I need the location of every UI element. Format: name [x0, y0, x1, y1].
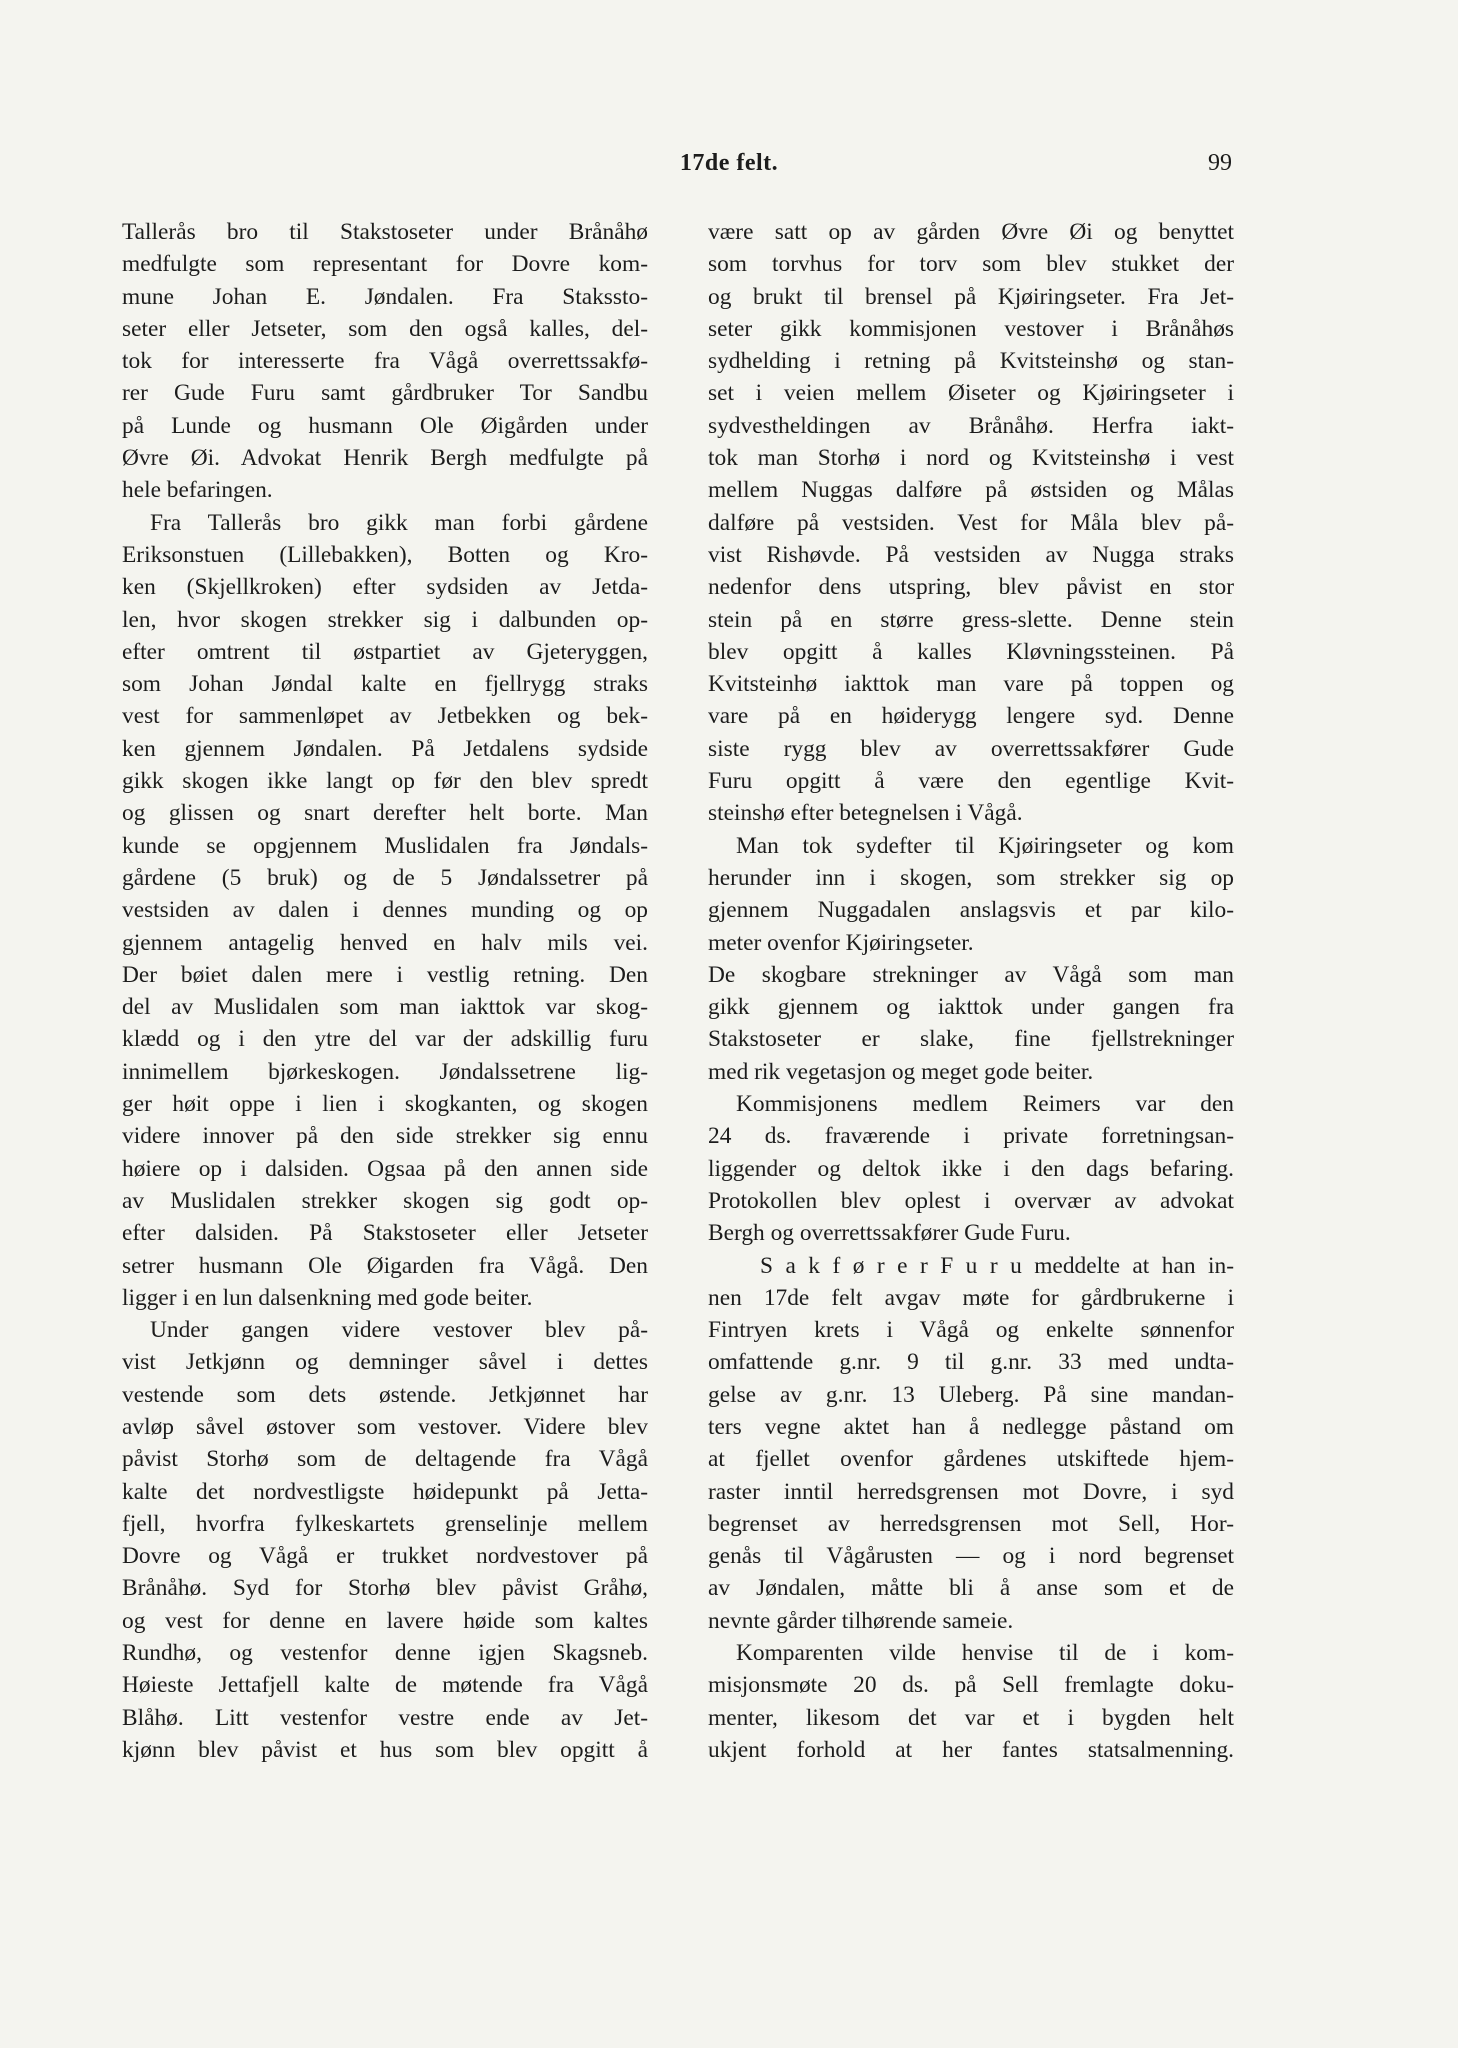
- left-text-column: [122, 216, 648, 1766]
- text-line: på Lunde og husmann Ole Øigården under: [122, 412, 648, 439]
- text-line: Blåhø. Litt vestenfor vestre ende av Jet-: [122, 1704, 648, 1731]
- text-line: med rik vegetasjon og meget gode beiter.: [708, 1058, 1094, 1085]
- text-line: raster inntil herredsgrensen mot Dovre, i syd: [708, 1478, 1234, 1505]
- text-line: omfattende g.nr. 9 til g.nr. 33 med undta-: [708, 1349, 1234, 1376]
- text-line: liggender og deltok ikke i den dags befaring.: [708, 1155, 1234, 1182]
- text-line: at fjellet ovenfor gårdenes utskiftede hjem-: [708, 1446, 1234, 1473]
- text-line: set i veien mellem Øiseter og Kjøiringseter i: [708, 380, 1234, 407]
- text-line: videre innover på den side strekker sig ennu: [122, 1123, 648, 1150]
- text-line: Brånåhø. Syd for Storhø blev påvist Gråhø,: [122, 1575, 648, 1602]
- text-line: vest for sammenløpet av Jetbekken og bek-: [122, 703, 648, 730]
- text-line: seter eller Jetseter, som den også kalles, del-: [122, 315, 648, 342]
- text-line: fjell, hvorfra fylkeskartets grenselinje mellem: [122, 1510, 648, 1537]
- text-line: av Jøndalen, måtte bli å anse som et de: [708, 1575, 1234, 1602]
- text-line: som torvhus for torv som blev stukket der: [708, 251, 1234, 278]
- text-line: len, hvor skogen strekker sig i dalbunden op-: [122, 606, 648, 633]
- text-line: Fra Tallerås bro gikk man forbi gårdene: [150, 509, 648, 536]
- text-line: Øvre Øi. Advokat Henrik Bergh medfulgte på: [122, 445, 648, 472]
- text-line: medfulgte som representant for Dovre kom-: [122, 251, 648, 278]
- text-line: rer Gude Furu samt gårdbruker Tor Sandbu: [122, 380, 648, 407]
- text-line: nevnte gårder tilhørende sameie.: [708, 1607, 1014, 1634]
- page-number: 99: [1208, 150, 1232, 176]
- text-line: ters vegne aktet han å nedlegge påstand om: [708, 1413, 1234, 1440]
- text-line: steinshø efter betegnelsen i Vågå.: [708, 800, 1023, 827]
- text-line: kjønn blev påvist et hus som blev opgitt å: [122, 1736, 648, 1763]
- text-line: vare på en høiderygg lengere syd. Denne: [708, 703, 1234, 730]
- text-line: gjennem Nuggadalen anslagsvis et par kilo-: [708, 897, 1234, 924]
- text-line: Kommisjonens medlem Reimers var den: [736, 1091, 1234, 1118]
- text-line: begrenset av herredsgrensen mot Sell, Hor-: [708, 1510, 1234, 1537]
- text-line: mellem Nuggas dalføre på østsiden og Målas: [708, 477, 1234, 504]
- text-line: meter ovenfor Kjøiringseter.: [708, 929, 974, 956]
- text-line: nen 17de felt avgav møte for gårdbrukerne i: [708, 1284, 1234, 1311]
- right-text-column: [708, 216, 1234, 1766]
- text-line: efter omtrent til østpartiet av Gjeteryggen,: [122, 638, 648, 665]
- text-line: vestsiden av dalen i dennes munding og op: [122, 897, 648, 924]
- text-line: blev opgitt å kalles Kløvningssteinen. På: [708, 638, 1234, 665]
- text-line: og vest for denne en lavere høide som kaltes: [122, 1607, 648, 1634]
- text-line: vestende som dets østende. Jetkjønnet har: [122, 1381, 648, 1408]
- text-line: Komparenten vilde henvise til de i kom-: [736, 1640, 1234, 1667]
- text-line: S a k f ø r e r F u r u meddelte at han in-: [760, 1252, 1234, 1279]
- text-line: gårdene (5 bruk) og de 5 Jøndalssetrer på: [122, 864, 648, 891]
- text-line: Man tok sydefter til Kjøiringseter og kom: [736, 832, 1234, 859]
- text-line: gjennem antagelig henved en halv mils vei.: [122, 929, 648, 956]
- text-line: klædd og i den ytre del var der adskillig furu: [122, 1026, 648, 1053]
- text-line: menter, likesom det var et i bygden helt: [708, 1704, 1234, 1731]
- text-line: Dovre og Vågå er trukket nordvestover på: [122, 1543, 648, 1570]
- text-line: vist Rishøvde. På vestsiden av Nugga straks: [708, 541, 1234, 568]
- text-line: gikk skogen ikke langt op før den blev spredt: [122, 768, 648, 795]
- text-line: kunde se opgjennem Muslidalen fra Jøndals-: [122, 832, 648, 859]
- text-line: De skogbare strekninger av Vågå som man: [708, 961, 1234, 988]
- text-line: ger høit oppe i lien i skogkanten, og skogen: [122, 1091, 648, 1118]
- text-line: tok man Storhø i nord og Kvitsteinshø i vest: [708, 445, 1234, 472]
- text-line: gikk gjennem og iakttok under gangen fra: [708, 994, 1234, 1021]
- text-line: herunder inn i skogen, som strekker sig op: [708, 864, 1234, 891]
- text-line: innimellem bjørkeskogen. Jøndalssetrene lig-: [122, 1058, 648, 1085]
- text-line: Furu opgitt å være den egentlige Kvit-: [708, 768, 1234, 795]
- text-line: siste rygg blev av overrettssakfører Gude: [708, 735, 1234, 762]
- text-line: efter dalsiden. På Stakstoseter eller Jetseter: [122, 1220, 648, 1247]
- text-line: del av Muslidalen som man iakttok var skog-: [122, 994, 648, 1021]
- text-line: nedenfor dens utspring, blev påvist en stor: [708, 574, 1234, 601]
- text-line: og glissen og snart derefter helt borte. Man: [122, 800, 648, 827]
- text-line: mune Johan E. Jøndalen. Fra Stakssto-: [122, 283, 648, 310]
- text-line: seter gikk kommisjonen vestover i Brånåhøs: [708, 315, 1234, 342]
- text-line: misjonsmøte 20 ds. på Sell fremlagte doku-: [708, 1672, 1234, 1699]
- text-line: gelse av g.nr. 13 Uleberg. På sine mandan-: [708, 1381, 1234, 1408]
- text-line: Rundhø, og vestenfor denne igjen Skagsneb.: [122, 1640, 648, 1667]
- text-line: ligger i en lun dalsenkning med gode beiter.: [122, 1284, 533, 1311]
- text-line: Tallerås bro til Stakstoseter under Brånåhø: [122, 219, 648, 245]
- text-line: setrer husmann Ole Øigarden fra Vågå. Den: [122, 1252, 648, 1279]
- text-line: avløp såvel østover som vestover. Videre blev: [122, 1413, 648, 1440]
- text-line: og brukt til brensel på Kjøiringseter. Fra Jet-: [708, 283, 1234, 310]
- text-line: sydvestheldingen av Brånåhø. Herfra iakt-: [708, 412, 1234, 439]
- text-line: 24 ds. fraværende i private forretningsan-: [708, 1123, 1234, 1150]
- text-line: kalte det nordvestligste høidepunkt på Jetta-: [122, 1478, 648, 1505]
- text-line: som Johan Jøndal kalte en fjellrygg straks: [122, 671, 648, 698]
- text-line: Protokollen blev oplest i overvær av advokat: [708, 1187, 1234, 1214]
- text-line: sydhelding i retning på Kvitsteinshø og stan-: [708, 348, 1234, 375]
- text-line: Kvitsteinhø iakttok man vare på toppen og: [708, 671, 1234, 698]
- text-line: tok for interesserte fra Vågå overrettssakfø-: [122, 348, 648, 375]
- text-line: høiere op i dalsiden. Ogsaa på den annen side: [122, 1155, 648, 1182]
- text-line: vist Jetkjønn og demninger såvel i dettes: [122, 1349, 648, 1376]
- text-line: Bergh og overrettssakfører Gude Furu.: [708, 1220, 1071, 1247]
- text-line: hele befaringen.: [122, 477, 273, 504]
- text-line: ken (Skjellkroken) efter sydsiden av Jetda-: [122, 574, 648, 601]
- text-line: av Muslidalen strekker skogen sig godt op-: [122, 1187, 648, 1214]
- text-line: Eriksonstuen (Lillebakken), Botten og Kro-: [122, 541, 648, 568]
- text-line: Stakstoseter er slake, fine fjellstrekninger: [708, 1026, 1234, 1053]
- text-line: Fintryen krets i Vågå og enkelte sønnenfor: [708, 1317, 1234, 1344]
- text-line: genås til Vågårusten — og i nord begrenset: [708, 1543, 1234, 1570]
- text-line: være satt op av gården Øvre Øi og benyttet: [708, 219, 1234, 245]
- text-line: Under gangen videre vestover blev på-: [150, 1317, 648, 1344]
- text-line: stein på en større gress-slette. Denne stein: [708, 606, 1234, 633]
- text-line: dalføre på vestsiden. Vest for Måla blev på-: [708, 509, 1234, 536]
- text-line: påvist Storhø som de deltagende fra Vågå: [122, 1446, 648, 1473]
- text-line: ken gjennem Jøndalen. På Jetdalens sydside: [122, 735, 648, 762]
- text-line: Der bøiet dalen mere i vestlig retning. Den: [122, 961, 648, 988]
- page-header-title: 17de felt.: [679, 150, 779, 176]
- text-line: ukjent forhold at her fantes statsalmenning.: [708, 1736, 1234, 1763]
- text-line: Høieste Jettafjell kalte de møtende fra Vågå: [122, 1672, 648, 1699]
